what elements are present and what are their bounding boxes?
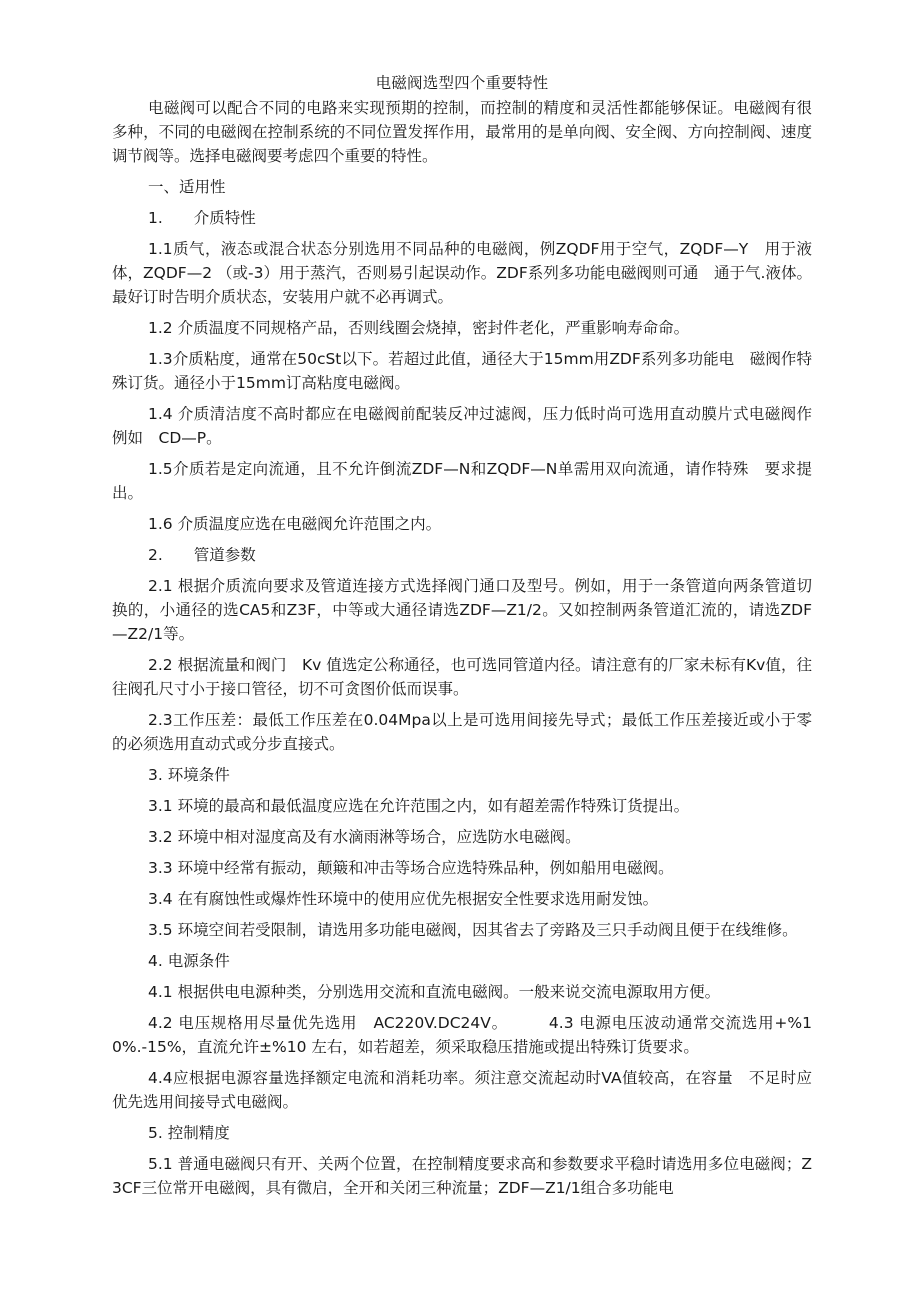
paragraph-5-1: 5.1 普通电磁阀只有开、关两个位置，在控制精度要求高和参数要求平稳时请选用多位电磁阀；Z3CF三位常开电磁阀，具有微启，全开和关闭三种流量；ZDF—Z1/1组合多功能电 xyxy=(112,1155,812,1197)
paragraph-4-1: 4.1 根据供电电源种类，分别选用交流和直流电磁阀。一般来说交流电源取用方便。 xyxy=(148,983,721,1001)
document-title: 电磁阀选型四个重要特性 xyxy=(375,74,549,92)
paragraph-1-5: 1.5介质若是定向流通，且不允许倒流ZDF—N和ZQDF—N单需用双向流通，请作特殊 要求提出。 xyxy=(112,460,812,502)
paragraph-1-4: 1.4 介质清洁度不高时都应在电磁阀前配装反冲过滤阀，压力低时尚可选用直动膜片式电磁阀作例如 CD—P。 xyxy=(112,405,812,447)
subsection-heading-precision: 5. 控制精度 xyxy=(148,1124,230,1142)
paragraph-3-3: 3.3 环境中经常有振动，颠簸和冲击等场合应选特殊品种，例如船用电磁阀。 xyxy=(148,859,674,877)
paragraph-2-3: 2.3工作压差：最低工作压差在0.04Mpa以上是可选用间接先导式；最低工作压差接近或小于零的必须选用直动式或分步直接式。 xyxy=(112,711,812,753)
paragraph-3-5: 3.5 环境空间若受限制，请选用多功能电磁阀，因其省去了旁路及三只手动阀且便于在线维修。 xyxy=(148,921,798,939)
subsection-heading-power: 4. 电源条件 xyxy=(148,952,230,970)
subsection-heading-environment: 3. 环境条件 xyxy=(148,766,230,784)
paragraph-2-1: 2.1 根据介质流向要求及管道连接方式选择阀门通口及型号。例如，用于一条管道向两条管道切换的，小通径的选CA5和Z3F，中等或大通径请选ZDF—Z1/2。又如控制两条管道汇流的，请选ZDF—Z2/1等。 xyxy=(112,577,812,643)
paragraph-3-2: 3.2 环境中相对湿度高及有水滴雨淋等场合，应选防水电磁阀。 xyxy=(148,828,581,846)
section-heading-applicability: 一、适用性 xyxy=(148,178,226,196)
document-page xyxy=(112,72,812,1207)
intro-paragraph: 电磁阀可以配合不同的电路来实现预期的控制，而控制的精度和灵活性都能够保证。电磁阀有很多种，不同的电磁阀在控制系统的不同位置发挥作用，最常用的是单向阀、安全阀、方向控制阀、速度调节阀等。选择电磁阀要考虑四个重要的特性。 xyxy=(112,99,812,165)
paragraph-3-1: 3.1 环境的最高和最低温度应选在允许范围之内，如有超差需作特殊订货提出。 xyxy=(148,797,690,815)
paragraph-1-3: 1.3介质粘度，通常在50cSt以下。若超过此值，通径大于15mm用ZDF系列多功能电 磁阀作特殊订货。通径小于15mm订高粘度电磁阀。 xyxy=(112,350,812,392)
paragraph-4-2: 4.2 电压规格用尽量优先选用 AC220V.DC24V。 4.3 电源电压波动通常交流选用+%10%.-15%，直流允许±%10 左右，如若超差，须采取稳压措施或提出特殊订货要求。 xyxy=(112,1014,812,1056)
subsection-heading-medium: 1. 介质特性 xyxy=(148,209,256,227)
paragraph-1-6: 1.6 介质温度应选在电磁阀允许范围之内。 xyxy=(148,515,442,533)
subsection-heading-pipe: 2. 管道参数 xyxy=(148,546,256,564)
paragraph-3-4: 3.4 在有腐蚀性或爆炸性环境中的使用应优先根据安全性要求选用耐发蚀。 xyxy=(148,890,659,908)
paragraph-4-4: 4.4应根据电源容量选择额定电流和消耗功率。须注意交流起动时VA值较高，在容量 不足时应优先选用间接导式电磁阀。 xyxy=(112,1069,812,1111)
paragraph-1-2: 1.2 介质温度不同规格产品，否则线圈会烧掉，密封件老化，严重影响寿命命。 xyxy=(148,319,690,337)
paragraph-1-1: 1.1质气，液态或混合状态分别选用不同品种的电磁阀，例ZQDF用于空气，ZQDF—Y 用于液体，ZQDF—2 （或-3）用于蒸汽，否则易引起误动作。ZDF系列多功能电磁阀则可通 通于气.液体。最好订时告明介质状态，安装用户就不必再调式。 xyxy=(112,240,812,306)
paragraph-2-2: 2.2 根据流量和阀门 Kv 值选定公称通径，也可选同管道内径。请注意有的厂家未标有Kv值，往往阀孔尺寸小于接口管径，切不可贪图价低而误事。 xyxy=(112,656,812,698)
